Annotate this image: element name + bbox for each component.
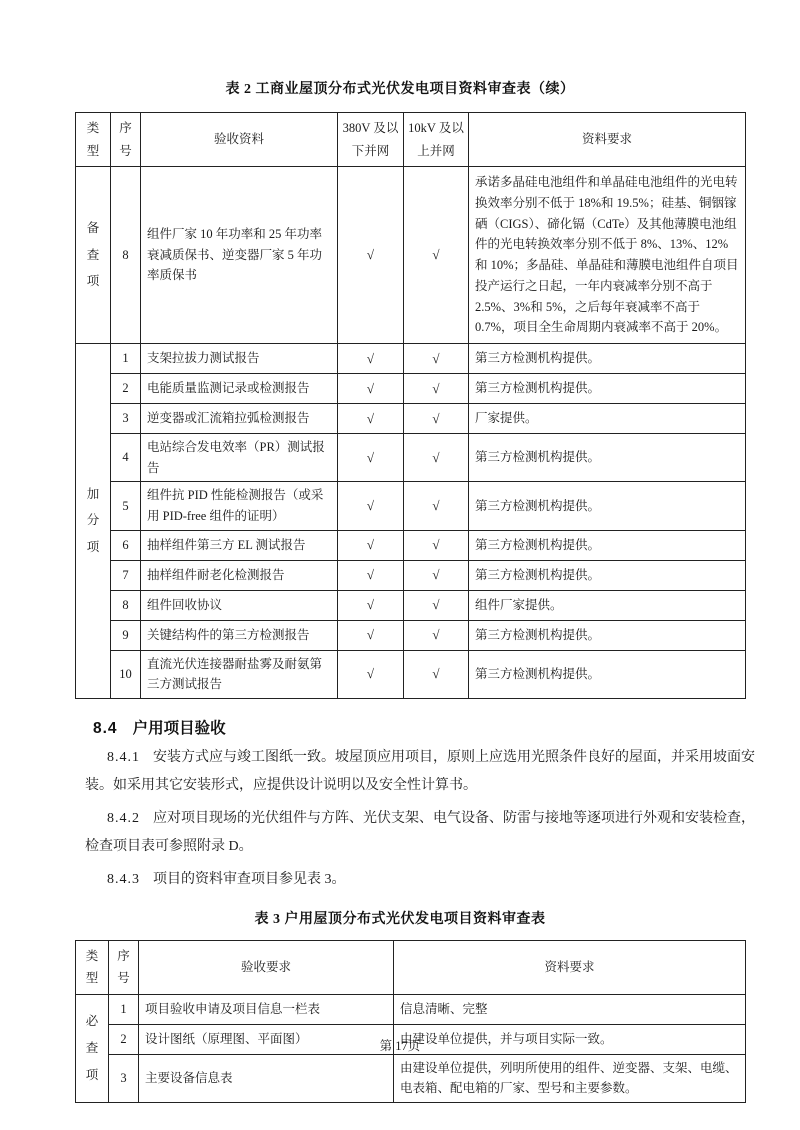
clause-text: 应对项目现场的光伏组件与方阵、光伏支架、电气设备、防雷与接地等逐项进行外观和安装检查，检查项目表可参照附录 D。 [85, 810, 755, 854]
table3-row-3 [76, 1054, 746, 1102]
checkmark-380v: √ [338, 650, 404, 698]
cell-no: 4 [111, 434, 141, 482]
cell-no: 1 [109, 994, 139, 1024]
cell-req: 组件厂家提供。 [469, 590, 746, 620]
cell-type-beicha: 备查项 [76, 167, 111, 344]
cell-req: 承诺多晶硅电池组件和单晶硅电池组件的光电转换效率分别不低于 18%和 19.5%；硅基、铜铟镓硒（CIGS）、碲化镉（CdTe）及其他薄膜电池组件的光电转换效率分别不低于 8%、13%、12%和 10%；多晶硅、单晶硅和薄膜电池组件自项目投产运行之日起，一年内衰减率分别不高于 2.5%、3%和 5%，之后每年衰减率不高于 0.7%，项目全生命周期内衰减率不高于 20%。 [469, 167, 746, 344]
table2-row-7 [76, 560, 746, 590]
cell-req: 第三方检测机构提供。 [469, 344, 746, 374]
checkmark-380v: √ [338, 374, 404, 404]
clause-8-4-1 [85, 744, 755, 800]
cell-req: 厂家提供。 [469, 404, 746, 434]
cell-no: 5 [111, 482, 141, 530]
checkmark-10kv: √ [404, 374, 469, 404]
cell-item: 设计图纸（原理图、平面图） [139, 1024, 394, 1054]
section-8-4-body [85, 744, 755, 894]
cell-type-jiafen: 加分项 [76, 344, 111, 699]
table2-row-10 [76, 650, 746, 698]
checkmark-10kv: √ [404, 434, 469, 482]
cell-item: 主要设备信息表 [139, 1054, 394, 1102]
cell-item: 电能质量监测记录或检测报告 [141, 374, 338, 404]
cell-no: 3 [109, 1054, 139, 1102]
table2-row-beicha-8 [76, 167, 746, 344]
table2-header-type: 类型 [76, 113, 111, 167]
table3-header-type: 类型 [76, 940, 109, 994]
cell-req: 第三方检测机构提供。 [469, 560, 746, 590]
section-title: 户用项目验收 [132, 719, 226, 737]
checkmark-10kv: √ [404, 404, 469, 434]
cell-req: 第三方检测机构提供。 [469, 650, 746, 698]
table3-header-req: 资料要求 [394, 940, 746, 994]
cell-req: 第三方检测机构提供。 [469, 530, 746, 560]
checkmark-380v: √ [338, 434, 404, 482]
cell-no: 8 [111, 590, 141, 620]
clause-text: 安装方式应与竣工图纸一致。坡屋顶应用项目，原则上应选用光照条件良好的屋面，并采用坡面安装。如采用其它安装形式，应提供设计说明以及安全性计算书。 [85, 749, 755, 793]
table2-title: 表 2 工商业屋顶分布式光伏发电项目资料审查表（续） [225, 82, 575, 97]
table3-header-no: 序号 [109, 940, 139, 994]
clause-number: 8.4.3 [107, 871, 140, 887]
cell-item: 支架拉拔力测试报告 [141, 344, 338, 374]
checkmark-10kv: √ [404, 650, 469, 698]
checkmark-10kv: √ [404, 620, 469, 650]
cell-item: 逆变器或汇流箱拉弧检测报告 [141, 404, 338, 434]
cell-no: 9 [111, 620, 141, 650]
checkmark-10kv: √ [404, 560, 469, 590]
cell-no: 3 [111, 404, 141, 434]
cell-no: 2 [111, 374, 141, 404]
cell-item: 关键结构件的第三方检测报告 [141, 620, 338, 650]
cell-item: 组件厂家 10 年功率和 25 年功率衰减质保书、逆变器厂家 5 年功率质保书 [141, 167, 338, 344]
cell-req: 第三方检测机构提供。 [469, 374, 746, 404]
table2-header-380v: 380V 及以下并网 [338, 113, 404, 167]
table2-review-continued [75, 112, 746, 699]
checkmark-380v: √ [338, 482, 404, 530]
table3-row-1 [76, 994, 746, 1024]
checkmark-380v: √ [338, 167, 404, 344]
cell-req: 第三方检测机构提供。 [469, 620, 746, 650]
cell-no: 1 [111, 344, 141, 374]
table2-row-1 [76, 344, 746, 374]
checkmark-380v: √ [338, 560, 404, 590]
table3-title: 表 3 户用屋顶分布式光伏发电项目资料审查表 [254, 911, 546, 927]
cell-req: 由建设单位提供，列明所使用的组件、逆变器、支架、电缆、电表箱、配电箱的厂家、型号和主要参数。 [394, 1054, 746, 1102]
cell-no: 7 [111, 560, 141, 590]
checkmark-10kv: √ [404, 482, 469, 530]
checkmark-380v: √ [338, 344, 404, 374]
table3-header-item: 验收要求 [139, 940, 394, 994]
checkmark-10kv: √ [404, 530, 469, 560]
cell-item: 抽样组件第三方 EL 测试报告 [141, 530, 338, 560]
checkmark-380v: √ [338, 404, 404, 434]
table2-row-3 [76, 404, 746, 434]
table2-row-5 [76, 482, 746, 530]
table2-header-10kv: 10kV 及以上并网 [404, 113, 469, 167]
cell-no: 6 [111, 530, 141, 560]
cell-no: 8 [111, 167, 141, 344]
checkmark-380v: √ [338, 620, 404, 650]
table2-row-2 [76, 374, 746, 404]
clause-8-4-2 [85, 805, 755, 861]
cell-no: 2 [109, 1024, 139, 1054]
clause-8-4-3 [85, 866, 755, 894]
cell-item: 电站综合发电效率（PR）测试报告 [141, 434, 338, 482]
cell-item: 组件抗 PID 性能检测报告（或采用 PID-free 组件的证明） [141, 482, 338, 530]
section-8-4-heading [93, 716, 800, 738]
clause-number: 8.4.2 [107, 810, 140, 826]
table2-header-item: 验收资料 [141, 113, 338, 167]
cell-item: 抽样组件耐老化检测报告 [141, 560, 338, 590]
page-number: 第 17页 [379, 1039, 421, 1053]
table3-household-review [75, 940, 746, 1103]
cell-item: 组件回收协议 [141, 590, 338, 620]
table2-row-8 [76, 590, 746, 620]
table2-row-6 [76, 530, 746, 560]
checkmark-380v: √ [338, 590, 404, 620]
clause-number: 8.4.1 [107, 749, 140, 765]
table2-header-row [76, 113, 746, 167]
cell-no: 10 [111, 650, 141, 698]
table2-row-9 [76, 620, 746, 650]
cell-req: 第三方检测机构提供。 [469, 434, 746, 482]
cell-req: 信息清晰、完整 [394, 994, 746, 1024]
checkmark-10kv: √ [404, 344, 469, 374]
cell-req: 第三方检测机构提供。 [469, 482, 746, 530]
table2-header-no: 序号 [111, 113, 141, 167]
clause-text: 项目的资料审查项目参见表 3。 [153, 871, 346, 887]
checkmark-10kv: √ [404, 167, 469, 344]
cell-item: 项目验收申请及项目信息一栏表 [139, 994, 394, 1024]
table2-row-4 [76, 434, 746, 482]
table2-header-req: 资料要求 [469, 113, 746, 167]
cell-item: 直流光伏连接器耐盐雾及耐氨第三方测试报告 [141, 650, 338, 698]
section-number: 8.4 [93, 719, 118, 737]
cell-type-bicha: 必查项 [76, 994, 109, 1102]
table3-header-row [76, 940, 746, 994]
checkmark-10kv: √ [404, 590, 469, 620]
cell-req: 由建设单位提供，并与项目实际一致。 [394, 1024, 746, 1054]
checkmark-380v: √ [338, 530, 404, 560]
